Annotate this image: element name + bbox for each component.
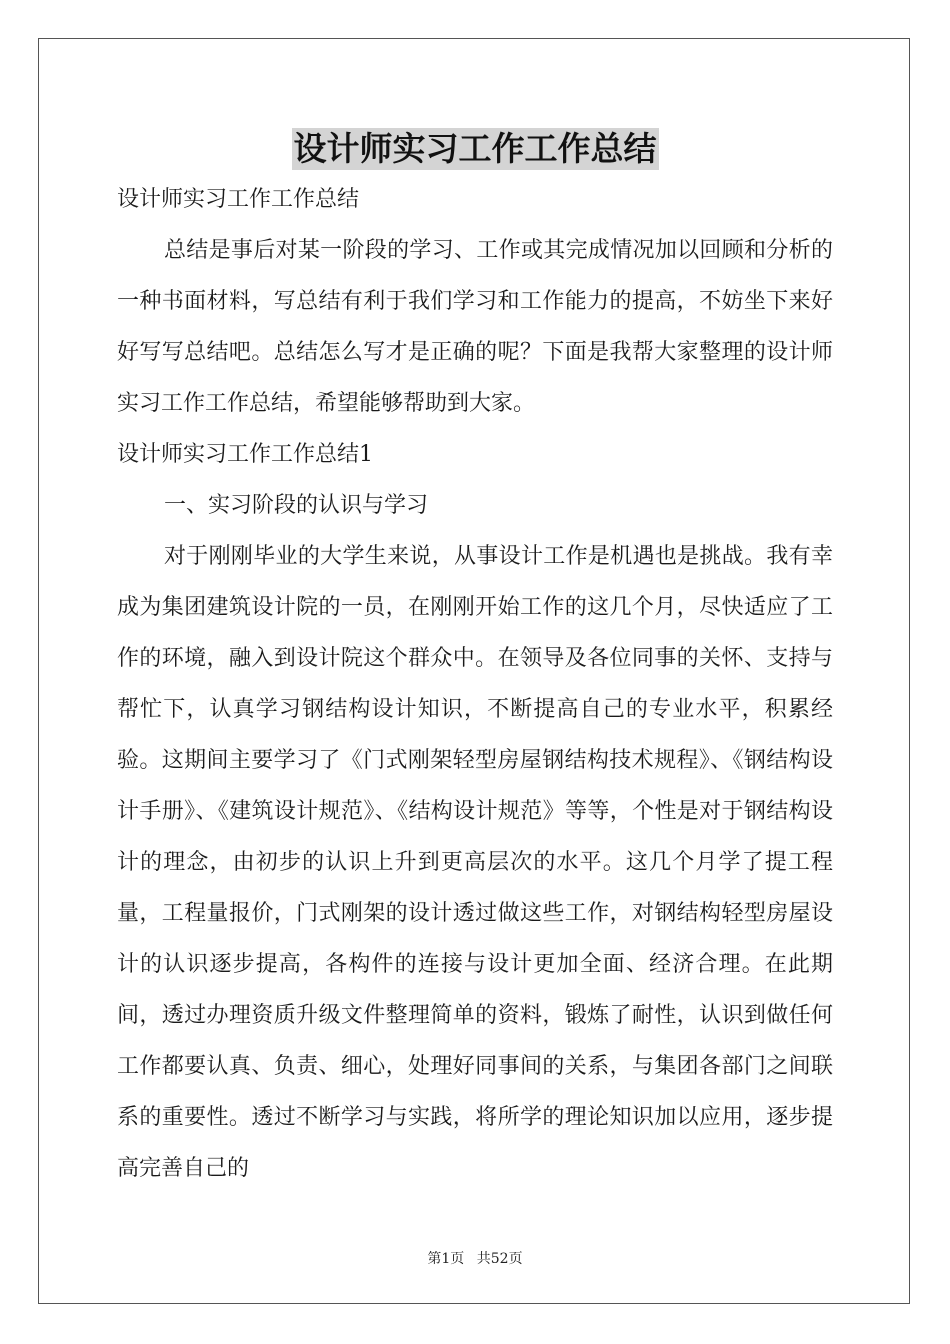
page-number: 第1页 [427, 1251, 465, 1267]
subsection-heading: 一、实习阶段的认识与学习 [164, 493, 429, 518]
document-body [117, 174, 833, 1194]
document-title [0, 128, 950, 170]
intro-paragraph: 总结是事后对某一阶段的学习、工作或其完成情况加以回顾和分析的一种书面材料，写总结有利于我们学习和工作能力的提高，不妨坐下来好好写写总结吧。总结怎么写才是正确的呢？下面是我帮大家整理的设计师实习工作工作总结，希望能够帮助到大家。 [117, 238, 833, 416]
body-paragraph: 对于刚刚毕业的大学生来说，从事设计工作是机遇也是挑战。我有幸成为集团建筑设计院的一员，在刚刚开始工作的这几个月，尽快适应了工作的环境，融入到设计院这个群众中。在领导及各位同事的关怀、支持与帮忙下，认真学习钢结构设计知识，不断提高自己的专业水平，积累经验。这期间主要学习了《门式刚架轻型房屋钢结构技术规程》、《钢结构设计手册》、《建筑设计规范》、《结构设计规范》等等，个性是对于钢结构设计的理念，由初步的认识上升到更高层次的水平。这几个月学了提工程量，工程量报价，门式刚架的设计透过做这些工作，对钢结构轻型房屋设计的认识逐步提高，各构件的连接与设计更加全面、经济合理。在此期间，透过办理资质升级文件整理简单的资料，锻炼了耐性，认识到做任何工作都要认真、负责、细心，处理好同事间的关系，与集团各部门之间联系的重要性。透过不断学习与实践，将所学的理论知识加以应用，逐步提高完善自己的 [117, 544, 833, 1181]
document-subtitle: 设计师实习工作工作总结 [117, 187, 360, 212]
document-title-text: 设计师实习工作工作总结 [293, 129, 657, 168]
section-heading: 设计师实习工作工作总结1 [117, 442, 373, 467]
page-footer [0, 1248, 950, 1268]
page-total: 共52页 [476, 1251, 523, 1267]
